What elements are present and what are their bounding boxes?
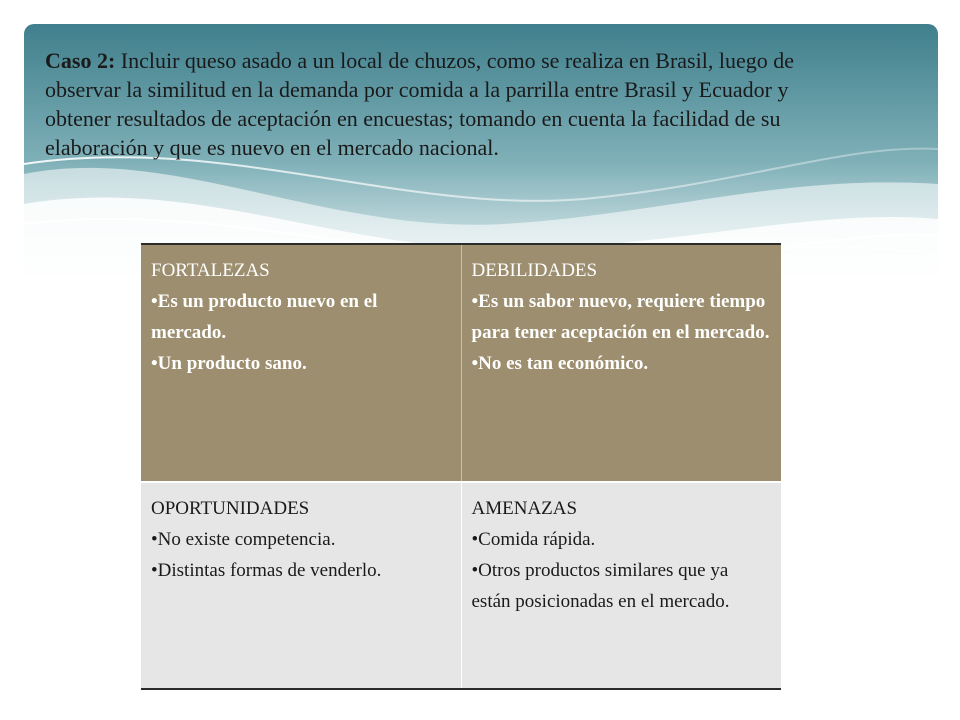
weaknesses-cell — [461, 244, 781, 482]
threat-item: •Comida rápida. — [471, 529, 596, 550]
threats-title: AMENAZAS — [471, 498, 578, 519]
swot-row-internal — [141, 244, 781, 482]
weakness-item: •Es un sabor nuevo, requiere tiempo para tener aceptación en el mercado. — [471, 291, 770, 343]
weakness-item: •No es tan económico. — [471, 353, 649, 374]
threat-item: •Otros productos similares que ya están posicionadas en el mercado. — [471, 560, 730, 612]
swot-table — [141, 243, 781, 690]
opportunities-cell — [141, 482, 461, 689]
opportunity-item: •No existe competencia. — [151, 529, 336, 550]
opportunity-item: •Distintas formas de venderlo. — [151, 560, 382, 581]
threats-cell — [461, 482, 781, 689]
case-text: Incluir queso asado a un local de chuzos, como se realiza en Brasil, luego de observar la similitud en la demanda por comida a la parrilla entre Brasil y Ecuador y obtener resultados de aceptación en encuestas; tomando en cuenta la facilidad de su elaboración y que es nuevo en el mercado nacional. — [45, 48, 794, 160]
strength-item: •Un producto sano. — [151, 353, 307, 374]
swot-row-external — [141, 482, 781, 689]
case-description — [45, 46, 835, 162]
strengths-cell — [141, 244, 461, 482]
case-label: Caso 2: — [45, 48, 116, 73]
weaknesses-title: DEBILIDADES — [471, 260, 598, 281]
opportunities-title: OPORTUNIDADES — [151, 498, 310, 519]
strengths-title: FORTALEZAS — [151, 260, 270, 281]
strength-item: •Es un producto nuevo en el mercado. — [151, 291, 378, 343]
